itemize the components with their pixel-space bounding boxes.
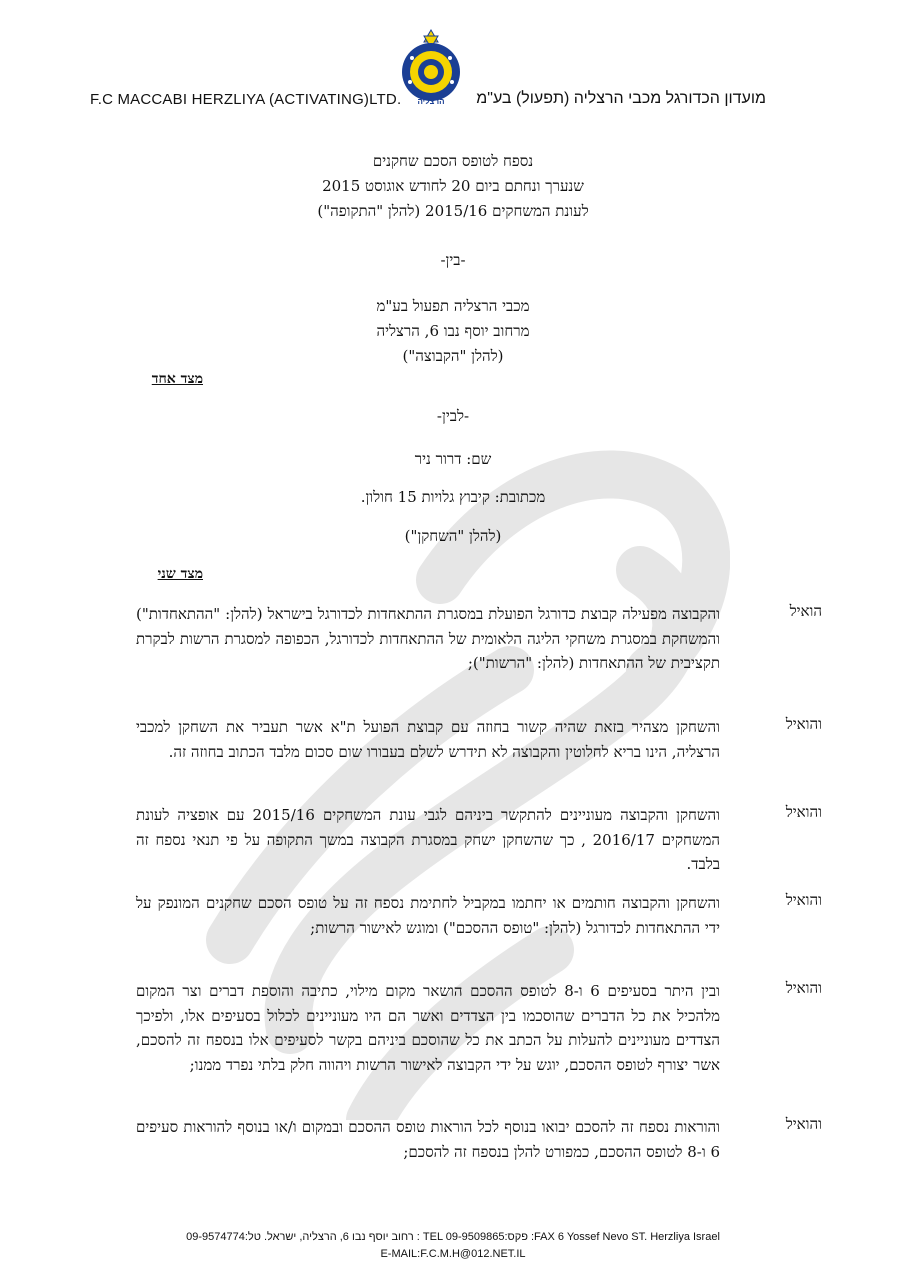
clause-text: והשחקן והקבוצה מעוניינים להתקשר ביניהם לגבי עונת המשחקים 2015/16 עם אופציה לעונת המשחקים 2016/17 , כך שהשחקן ישחק במסגרת הקבוצה במשך התקופה על פי תנאי נספח זה בלבד. [136, 806, 721, 873]
logo-caption: הרצליה [417, 97, 445, 106]
party2-alias: (להלן "השחקן") [404, 527, 502, 545]
and-between-label: -לבין- [436, 407, 470, 425]
party1-alias: (להלן "הקבוצה") [402, 347, 504, 365]
between-label: -בין- [440, 251, 466, 269]
party1-side-label: מצד אחד [151, 371, 203, 387]
clause-keyword: והואיל [785, 891, 822, 909]
clause-keyword: הואיל [789, 602, 822, 620]
title-line-2: שנערך ונחתם ביום 20 לחודש אוגוסט 2015 [322, 177, 584, 195]
clause-keyword: והואיל [785, 979, 822, 997]
clause-text: והשחקן מצהיר בזאת שהיה קשור בחוזה עם קבוצת הפועל ת"א אשר תעביר את השחקן למכבי הרצליה, הינו בריא לחלוטין והקבוצה לא תידרש לשלם בעבורו שום סכום מלבד הכתוב בחוזה זה. [136, 718, 720, 761]
title-line-3: לעונת המשחקים 2015/16 (להלן "התקופה") [317, 202, 589, 220]
clause-text: ובין היתר בסעיפים 6 ו-8 לטופס ההסכם הושאר מקום מילוי, כתיבה והוספת דברים וצר המקום מלהכיל את כל הדברים שהוסכמו בין הצדדים ואשר הם היו מעוניינים לכלול בסעיפים אלו, ולפיכך הצדדים מעוניינים להעלות על הכתב את כל שהוסכם ביניהם בקשר לסעיפים אלו בנספח זה להסכם, אשר יצורף לטופס ההסכם, יוגש על ידי הקבוצה לאישור הרשות ויהווה חלק בלתי נפרד ממנו; [136, 982, 721, 1074]
clause-text: והשחקן והקבוצה חותמים או יחתמו במקביל לחתימת נספח זה על טופס הסכם שחקנים המונפק על ידי ההתאחדות לכדורגל (להלן: "טופס ההסכם") ומוגש לאישור הרשות; [136, 894, 720, 937]
clause-text: והקבוצה מפעילה קבוצת כדורגל הפועלת במסגרת ההתאחדות לכדורגל בישראל (להלן: "ההתאחדות") והמשחקת במסגרת משחקי הליגה הלאומית של ההתאחדות לכדורגל, הכפופה למסגרת הרשות לבקרת תקציבית של ההתאחדות (להלן: "הרשות"); [136, 605, 720, 672]
clause-keyword: והואיל [785, 803, 822, 821]
party1-name: מכבי הרצליה תפעול בע"מ [376, 297, 530, 315]
footer-email: E-MAIL:F.C.M.H@012.NET.IL [380, 1248, 526, 1260]
party2-name: שם: דרור ניר [414, 450, 492, 468]
party1-address: מרחוב יוסף נבו 6, הרצליה [376, 322, 530, 340]
company-name-english: F.C MACCABI HERZLIYA (ACTIVATING)LTD. [90, 91, 402, 108]
footer-address: רחוב יוסף נבו 6, הרצליה, ישראל. טל:09-9574774 : TEL פקס:09-9509865 :FAX 6 Yossef Nevo ST. Herzliya Israel [186, 1231, 720, 1243]
clause-text: והוראות נספח זה להסכם יבואו בנוסף לכל הוראות טופס ההסכם ובמקום ו/או בנוסף להוראות סעיפים 6 ו-8 לטופס ההסכם, כמפורט להלן בנספח זה להסכם; [136, 1118, 720, 1161]
party2-side-label: מצד שני [157, 566, 203, 582]
title-line-1: נספח לטופס הסכם שחקנים [372, 152, 534, 170]
clause-keyword: והואיל [785, 1115, 822, 1133]
company-name-hebrew: מועדון הכדורגל מכבי הרצליה (תפעול) בע"מ [476, 90, 766, 107]
clause-keyword: והואיל [785, 715, 822, 733]
party2-address: מכתובת: קיבוץ גלויות 15 חולון. [360, 488, 546, 506]
